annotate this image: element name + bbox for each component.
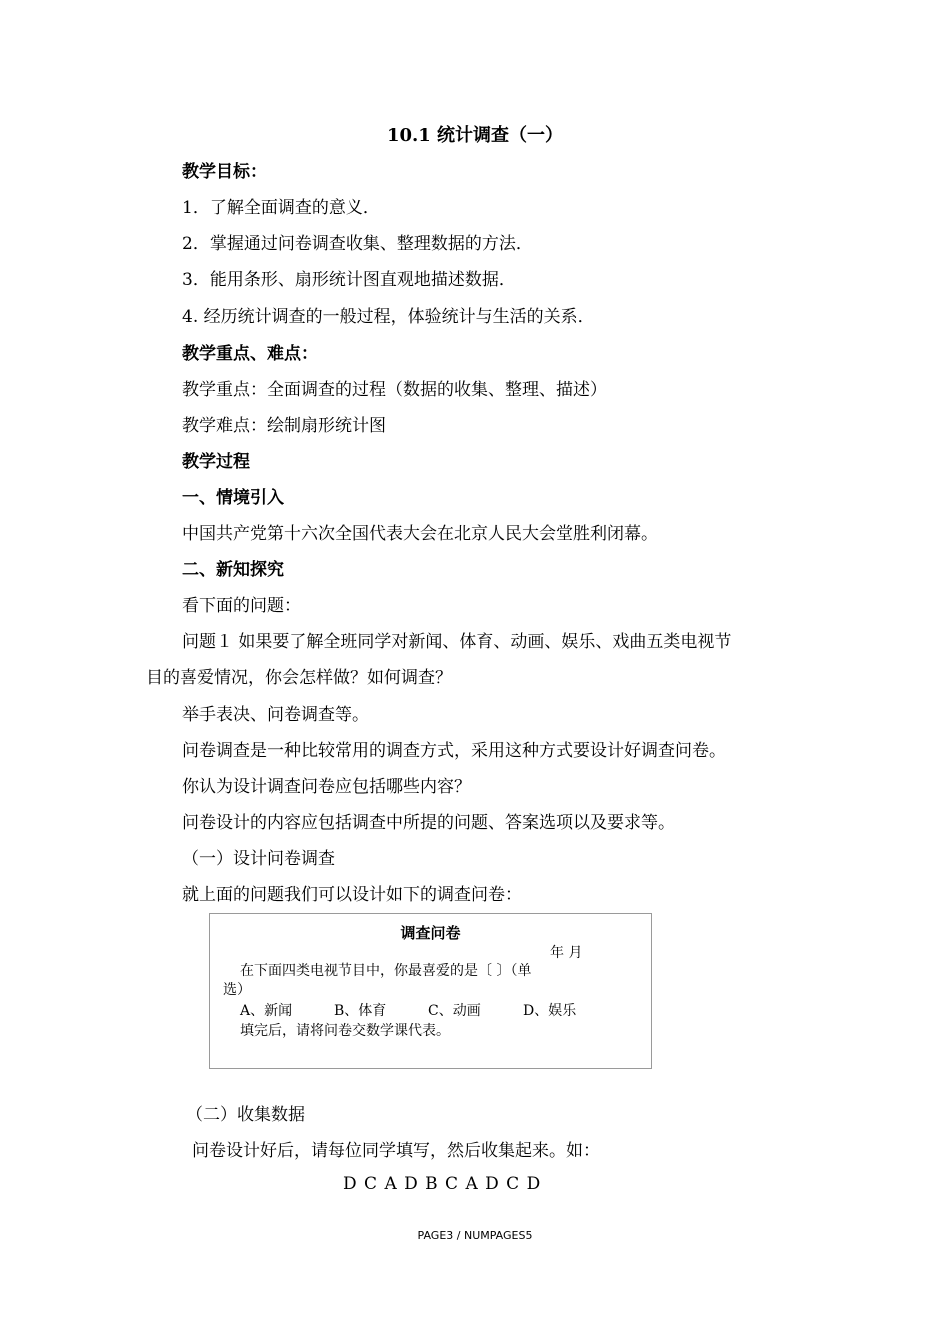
survey-note: 填完后，请将问卷交数学课代表。 [240, 1023, 450, 1039]
survey-question-line1: 在下面四类电视节目中，你最喜爱的是〔 〕（单 [240, 963, 532, 979]
survey-question-line2: 选） [223, 982, 251, 998]
look-text: 看下面的问题： [182, 596, 301, 616]
paragraph: 问卷设计的内容应包括调查中所提的问题、答案选项以及要求等。 [182, 813, 675, 833]
subsection-text: 就上面的问题我们可以设计如下的调查问卷： [182, 885, 522, 905]
objective-item: 2．掌握通过问卷调查收集、整理数据的方法． [182, 234, 533, 254]
document-title: 10.1 统计调查（一） [386, 125, 564, 146]
answer-sequence: D C A D B C A D C D [343, 1174, 542, 1194]
question1-line1: 问题１ 如果要了解全班同学对新闻、体育、动画、娱乐、戏曲五类电视节 [182, 632, 732, 652]
paragraph: 问卷调查是一种比较常用的调查方式，采用这种方式要设计好调查问卷。 [182, 741, 726, 761]
survey-box [209, 913, 652, 1069]
question1-line2: 目的喜爱情况，你会怎样做？如何调查？ [146, 668, 452, 688]
survey-options [240, 1000, 576, 1020]
survey-option: C、动画 [428, 1003, 481, 1019]
focus-point: 教学重点：全面调查的过程（数据的收集、整理、描述） [182, 380, 607, 400]
objective-item: 3．能用条形、扇形统计图直观地描述数据． [182, 270, 516, 290]
objectives-heading: 教学目标： [182, 162, 267, 182]
process-heading: 教学过程 [182, 452, 250, 472]
survey-option: A、新闻 [240, 1003, 293, 1019]
subsection-text: 问卷设计好后，请每位同学填写，然后收集起来。如： [192, 1141, 600, 1161]
objective-item: 1．了解全面调查的意义． [182, 198, 380, 218]
survey-date: 年 月 [550, 945, 583, 961]
subsection-heading: （一）设计问卷调查 [182, 849, 335, 869]
section2-heading: 二、新知探究 [182, 560, 284, 580]
answer1: 举手表决、问卷调查等。 [182, 705, 369, 725]
survey-option: B、体育 [334, 1003, 387, 1019]
section1-heading: 一、情境引入 [182, 488, 284, 508]
section1-text: 中国共产党第十六次全国代表大会在北京人民大会堂胜利闭幕。 [182, 524, 658, 544]
paragraph: 你认为设计调查问卷应包括哪些内容？ [182, 777, 471, 797]
focus-heading: 教学重点、难点： [182, 344, 318, 364]
survey-title: 调查问卷 [400, 924, 461, 942]
page-footer: PAGE3 / NUMPAGES5 [417, 1229, 533, 1242]
subsection-heading: （二）收集数据 [186, 1105, 305, 1125]
difficulty-point: 教学难点：绘制扇形统计图 [182, 416, 386, 436]
objective-item: 4. 经历统计调查的一般过程，体验统计与生活的关系． [182, 307, 595, 327]
survey-option: D、娱乐 [523, 1003, 577, 1019]
